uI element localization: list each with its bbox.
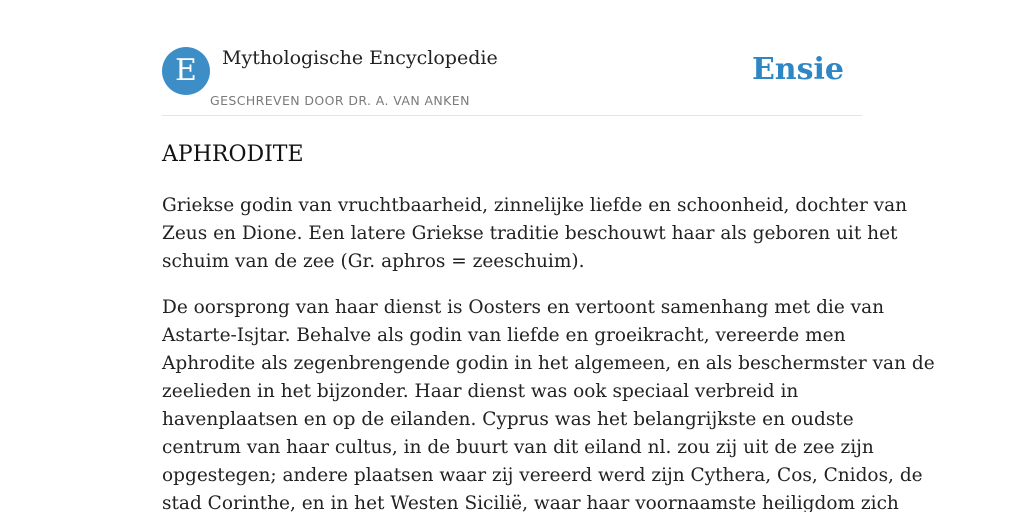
paragraph-line: Aphrodite als zegenbrengende godin in het algemeen, en als beschermster van de xyxy=(162,353,935,374)
paragraph-line: havenplaatsen en op de eilanden. Cyprus was het belangrijkste en oudste xyxy=(162,409,854,430)
ensie-brand-logo[interactable]: Ensie xyxy=(751,52,844,87)
encyclopedia-title-link[interactable]: Mythologische Encyclopedie xyxy=(222,47,498,69)
article-paragraph xyxy=(162,192,908,276)
paragraph-line: Zeus en Dione. Een latere Griekse traditie beschouwt haar als geboren uit het xyxy=(162,223,898,244)
paragraph-line: Griekse godin van vruchtbaarheid, zinnelijke liefde en schoonheid, dochter van xyxy=(162,195,908,216)
paragraph-line: zeelieden in het bijzonder. Haar dienst was ook speciaal verbreid in xyxy=(162,381,799,402)
author-line: GESCHREVEN DOOR DR. A. VAN ANKEN xyxy=(210,93,470,108)
paragraph-line: centrum van haar cultus, in de buurt van dit eiland nl. zou zij uit de zee zijn xyxy=(162,437,874,458)
paragraph-line: opgestegen; andere plaatsen waar zij vereerd werd zijn Cythera, Cos, Cnidos, de xyxy=(162,465,923,486)
header-divider xyxy=(162,115,862,116)
paragraph-line: stad Corinthe, en in het Westen Sicilië, waar haar voornaamste heiligdom zich xyxy=(162,493,899,512)
paragraph-line: Astarte-Isjtar. Behalve als godin van liefde en groeikracht, vereerde men xyxy=(162,325,846,346)
paragraph-line: schuim van de zee (Gr. aphros = zeeschuim). xyxy=(162,251,585,272)
article-paragraph xyxy=(162,294,935,512)
encyclopedia-logo[interactable]: E xyxy=(162,47,210,95)
article-title: APHRODITE xyxy=(162,142,304,167)
site-header xyxy=(162,46,862,116)
paragraph-line: De oorsprong van haar dienst is Oosters en vertoont samenhang met die van xyxy=(162,297,885,318)
article-body xyxy=(162,192,935,512)
